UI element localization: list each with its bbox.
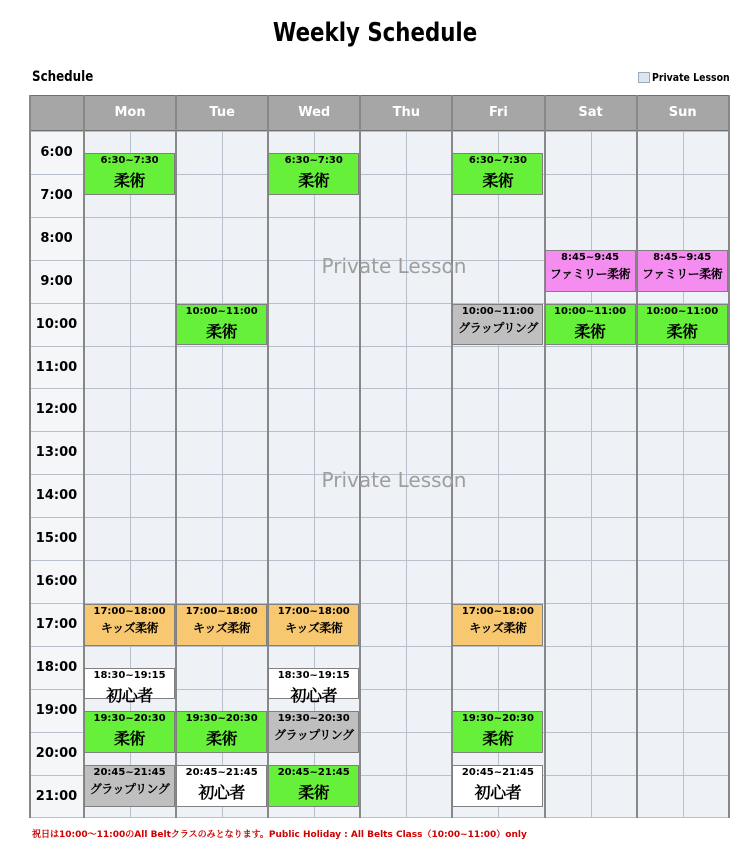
- class-time: 10:00~11:00: [185, 305, 258, 317]
- private-lesson-watermark: Private Lesson: [321, 253, 467, 278]
- class-time: 18:30~19:15: [277, 670, 350, 682]
- class-time: 6:30~7:30: [468, 155, 527, 167]
- class-block[interactable]: [268, 668, 359, 706]
- hour-line: [29, 131, 729, 132]
- time-label: 9:00: [40, 273, 73, 289]
- time-label: 11:00: [35, 359, 78, 375]
- class-block[interactable]: [84, 765, 175, 807]
- class-time: 20:45~21:45: [185, 766, 258, 778]
- hour-line: [29, 517, 729, 518]
- class-name: 柔術: [298, 782, 330, 802]
- time-label: 19:00: [35, 702, 78, 718]
- class-name: キッズ柔術: [100, 620, 159, 635]
- class-block[interactable]: [637, 250, 728, 292]
- day-header-sun: Sun: [668, 105, 697, 120]
- class-name: 柔術: [114, 171, 146, 191]
- class-name: キッズ柔術: [193, 620, 251, 635]
- class-block[interactable]: [84, 604, 175, 646]
- class-block[interactable]: [452, 604, 543, 646]
- legend-label: Private Lesson: [652, 71, 730, 84]
- class-name: ファミリー柔術: [549, 266, 631, 281]
- schedule-label: Schedule: [32, 69, 94, 85]
- class-time: 17:00~18:00: [185, 605, 258, 617]
- class-name: グラップリング: [89, 781, 170, 796]
- class-name: 柔術: [666, 321, 698, 341]
- class-block[interactable]: [84, 711, 175, 753]
- class-time: 20:45~21:45: [277, 766, 350, 778]
- class-name: グラップリング: [458, 320, 538, 335]
- time-label: 14:00: [35, 488, 78, 504]
- class-block[interactable]: [268, 153, 359, 195]
- class-time: 20:45~21:45: [461, 766, 534, 778]
- class-block[interactable]: [545, 250, 636, 292]
- class-time: 19:30~20:30: [93, 713, 166, 725]
- class-block[interactable]: [545, 304, 636, 346]
- time-label: 10:00: [35, 316, 78, 332]
- class-time: 8:45~9:45: [560, 251, 620, 263]
- time-label: 13:00: [35, 445, 78, 461]
- legend-swatch: [638, 72, 650, 83]
- class-time: 19:30~20:30: [185, 713, 258, 725]
- class-time: 6:30~7:30: [284, 155, 343, 167]
- class-time: 10:00~11:00: [461, 305, 534, 317]
- hour-line: [29, 346, 729, 347]
- class-name: 柔術: [482, 171, 514, 191]
- class-block[interactable]: [637, 304, 728, 346]
- schedule-grid: [29, 95, 729, 818]
- time-label: 21:00: [35, 788, 78, 804]
- class-block[interactable]: [176, 304, 267, 346]
- time-label: 20:00: [35, 745, 78, 761]
- class-block[interactable]: [176, 604, 267, 646]
- column-divider: [636, 95, 638, 818]
- page-title: Weekly Schedule: [272, 18, 478, 48]
- class-name: キッズ柔術: [285, 620, 343, 635]
- day-header-tue: Tue: [209, 105, 235, 120]
- class-name: 柔術: [482, 729, 514, 749]
- class-name: 柔術: [114, 729, 146, 749]
- day-header-thu: Thu: [392, 105, 421, 120]
- column-divider: [359, 95, 361, 818]
- time-label: 17:00: [35, 616, 78, 632]
- class-name: 初心者: [290, 686, 337, 706]
- class-name: 柔術: [206, 729, 238, 749]
- column-divider: [175, 95, 177, 818]
- class-block[interactable]: [268, 604, 359, 646]
- column-divider: [267, 95, 269, 818]
- time-label: 6:00: [40, 145, 73, 160]
- class-time: 17:00~18:00: [277, 605, 350, 617]
- day-header-fri: Fri: [488, 105, 508, 120]
- column-divider: [728, 95, 730, 818]
- column-divider: [544, 95, 546, 818]
- day-header-wed: Wed: [298, 105, 331, 120]
- hour-line: [29, 431, 729, 432]
- class-time: 18:30~19:15: [93, 670, 166, 682]
- class-name: 柔術: [574, 321, 606, 341]
- class-time: 17:00~18:00: [93, 605, 166, 617]
- hour-line: [29, 388, 729, 389]
- class-time: 8:45~9:45: [653, 251, 712, 263]
- class-block[interactable]: [452, 765, 543, 807]
- class-name: ファミリー柔術: [642, 266, 723, 281]
- column-divider: [451, 95, 453, 818]
- class-name: グラップリング: [273, 728, 354, 743]
- class-name: キッズ柔術: [469, 620, 527, 635]
- legend: [638, 71, 743, 84]
- class-time: 6:30~7:30: [100, 155, 159, 167]
- private-lesson-watermark: Private Lesson: [321, 468, 467, 493]
- time-label: 7:00: [40, 187, 73, 203]
- class-time: 10:00~11:00: [646, 305, 719, 317]
- time-label: 18:00: [35, 659, 78, 675]
- class-name: 初心者: [198, 782, 245, 802]
- class-block[interactable]: [452, 711, 543, 753]
- class-block[interactable]: [176, 765, 267, 807]
- class-block[interactable]: [84, 668, 175, 706]
- class-time: 20:45~21:45: [93, 766, 166, 778]
- class-name: 初心者: [474, 782, 522, 802]
- footnote: 祝日は10:00～11:00のAll Beltクラスのみとなります。Public Holiday : All Belts Class（10:00~11:00）only: [32, 830, 527, 840]
- class-block[interactable]: [268, 711, 359, 753]
- hour-line: [29, 560, 729, 561]
- time-label: 8:00: [40, 230, 73, 246]
- class-time: 17:00~18:00: [461, 605, 534, 617]
- class-block[interactable]: [452, 304, 543, 346]
- class-block[interactable]: [176, 711, 267, 753]
- class-name: 柔術: [298, 171, 330, 191]
- hour-line: [29, 646, 729, 647]
- time-label: 12:00: [35, 402, 78, 418]
- class-block[interactable]: [84, 153, 175, 195]
- class-time: 19:30~20:30: [277, 713, 350, 725]
- class-time: 10:00~11:00: [554, 305, 627, 317]
- hour-line: [29, 817, 729, 818]
- class-block[interactable]: [452, 153, 543, 195]
- day-header-sat: Sat: [578, 105, 603, 120]
- class-name: 柔術: [206, 321, 238, 341]
- time-label: 16:00: [35, 574, 78, 589]
- class-time: 19:30~20:30: [461, 713, 534, 725]
- day-header-mon: Mon: [114, 105, 146, 120]
- class-block[interactable]: [268, 765, 359, 807]
- class-name: 初心者: [106, 686, 153, 706]
- time-label: 15:00: [35, 531, 78, 547]
- hour-line: [29, 217, 729, 218]
